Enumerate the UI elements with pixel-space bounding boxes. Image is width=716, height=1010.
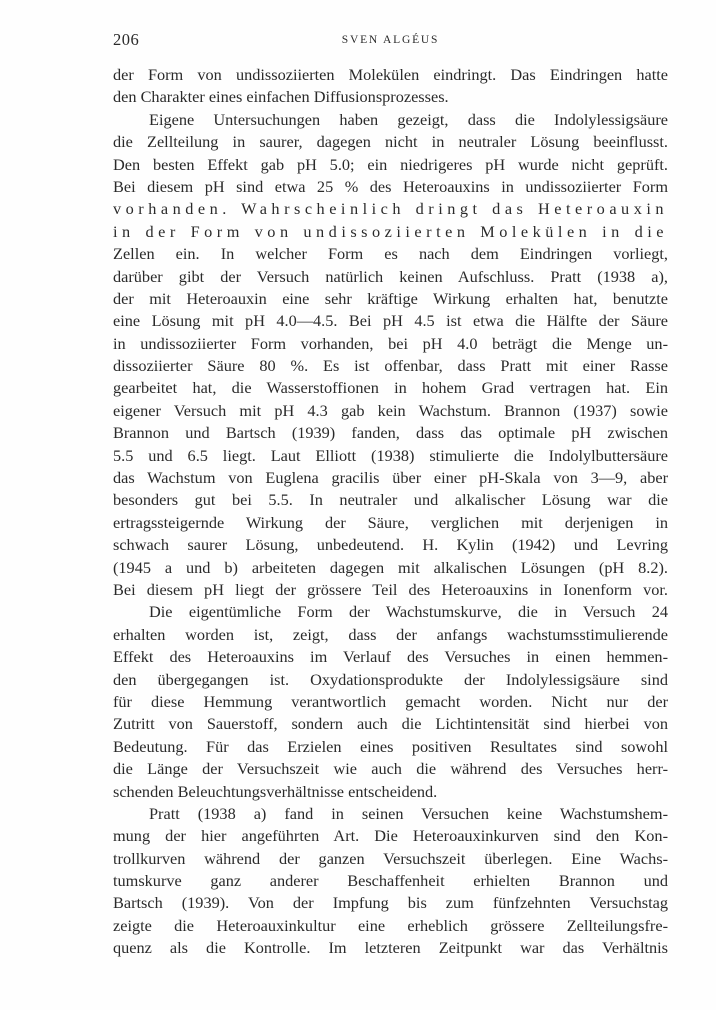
- text-line: ertragssteigernde Wirkung der Säure, verglichen mit derjenigen in: [113, 512, 668, 532]
- text-line: schwach saurer Lösung, unbedeutend. H. Kylin (1942) und Levring: [113, 535, 668, 555]
- text-line: in undissoziierter Form vorhanden, bei pH 4.0 beträgt die Menge un-: [113, 333, 668, 353]
- text-line: quenz als die Kontrolle. Im letzteren Zeitpunkt war das Verhältnis: [113, 938, 668, 958]
- text-line: den übergegangen ist. Oxydationsprodukte der Indolylessigsäure sind: [113, 669, 668, 689]
- text-line: das Wachstum von Euglena gracilis über einer pH-Skala von 3—9, aber: [113, 468, 668, 488]
- text-line: erhalten worden ist, zeigt, dass der anfangs wachstumsstimulierende: [113, 624, 668, 644]
- text-line: Zutritt von Sauerstoff, sondern auch die Lichtintensität sind hierbei von: [113, 714, 668, 734]
- text-line: eigener Versuch mit pH 4.3 gab kein Wachstum. Brannon (1937) sowie: [113, 400, 668, 420]
- text-line: besonders gut bei 5.5. In neutraler und alkalischer Lösung war die: [113, 490, 668, 510]
- text-line: Bartsch (1939). Von der Impfung bis zum fünfzehnten Versuchstag: [113, 893, 668, 913]
- text-line: in der Form von undissoziierten Molekülen in die: [113, 221, 668, 241]
- text-line: eine Lösung mit pH 4.0—4.5. Bei pH 4.5 ist etwa die Hälfte der Säure: [113, 311, 668, 331]
- text-line: tumskurve ganz anderer Beschaffenheit erhielten Brannon und: [113, 871, 668, 891]
- text-line: Bedeutung. Für das Erzielen eines positiven Resultates sind sowohl: [113, 736, 668, 756]
- text-line: vorhanden. Wahrscheinlich dringt das Heteroauxin: [113, 199, 668, 219]
- text-line: Den besten Effekt gab pH 5.0; ein niedrigeres pH wurde nicht geprüft.: [113, 154, 668, 174]
- text-line: dissoziierter Säure 80 %. Es ist offenbar, dass Pratt mit einer Rasse: [113, 356, 668, 376]
- text-line: Effekt des Heteroauxins im Verlauf des Versuches in einen hemmen-: [113, 647, 668, 667]
- text-line: den Charakter eines einfachen Diffusionsprozesses.: [113, 87, 449, 107]
- text-line: die Länge der Versuchszeit wie auch die während des Versuches herr-: [113, 759, 668, 779]
- text-line: Zellen ein. In welcher Form es nach dem Eindringen vorliegt,: [113, 244, 668, 264]
- text-line: schenden Beleuchtungsverhältnisse entscheidend.: [113, 781, 438, 801]
- text-line: für diese Hemmung verantwortlich gemacht worden. Nicht nur der: [113, 691, 668, 711]
- text-line: gearbeitet hat, die Wasserstoffionen in hohem Grad vertragen hat. Ein: [113, 378, 668, 398]
- running-title: SVEN ALGÉUS: [341, 34, 440, 46]
- text-line: Eigene Untersuchungen haben gezeigt, dass die Indolylessigsäure: [149, 109, 668, 129]
- text-line: die Zellteilung in saurer, dagegen nicht in neutraler Lösung beeinflusst.: [113, 132, 668, 152]
- text-line: 5.5 und 6.5 liegt. Laut Elliott (1938) stimulierte die Indolylbuttersäure: [113, 445, 668, 465]
- text-line: der mit Heteroauxin eine sehr kräftige Wirkung erhalten hat, benutzte: [113, 288, 668, 308]
- page-number: 206: [113, 30, 140, 49]
- text-line: Die eigentümliche Form der Wachstumskurve, die in Versuch 24: [149, 602, 668, 622]
- text-line: Pratt (1938 a) fand in seinen Versuchen keine Wachstumshem-: [149, 803, 668, 823]
- text-line: Bei diesem pH sind etwa 25 % des Heteroauxins in undissoziierter Form: [113, 176, 668, 196]
- text-line: Brannon und Bartsch (1939) fanden, dass das optimale pH zwischen: [113, 423, 668, 443]
- body-text: [113, 64, 668, 960]
- text-line: der Form von undissoziierten Molekülen eindringt. Das Eindringen hatte: [113, 65, 668, 84]
- text-line: (1945 a und b) arbeiteten dagegen mit alkalischen Lösungen (pH 8.2).: [113, 557, 668, 577]
- text-line: zeigte die Heteroauxinkultur eine erheblich grössere Zellteilungsfre-: [113, 915, 668, 935]
- text-line: darüber gibt der Versuch natürlich keinen Aufschluss. Pratt (1938 a),: [113, 266, 668, 286]
- text-line: Bei diesem pH liegt der grössere Teil des Heteroauxins in Ionenform vor.: [113, 579, 668, 599]
- text-line: mung der hier angeführten Art. Die Heteroauxinkurven sind den Kon-: [113, 826, 668, 846]
- running-head: [113, 30, 668, 54]
- text-line: trollkurven während der ganzen Versuchszeit überlegen. Eine Wachs-: [113, 848, 668, 868]
